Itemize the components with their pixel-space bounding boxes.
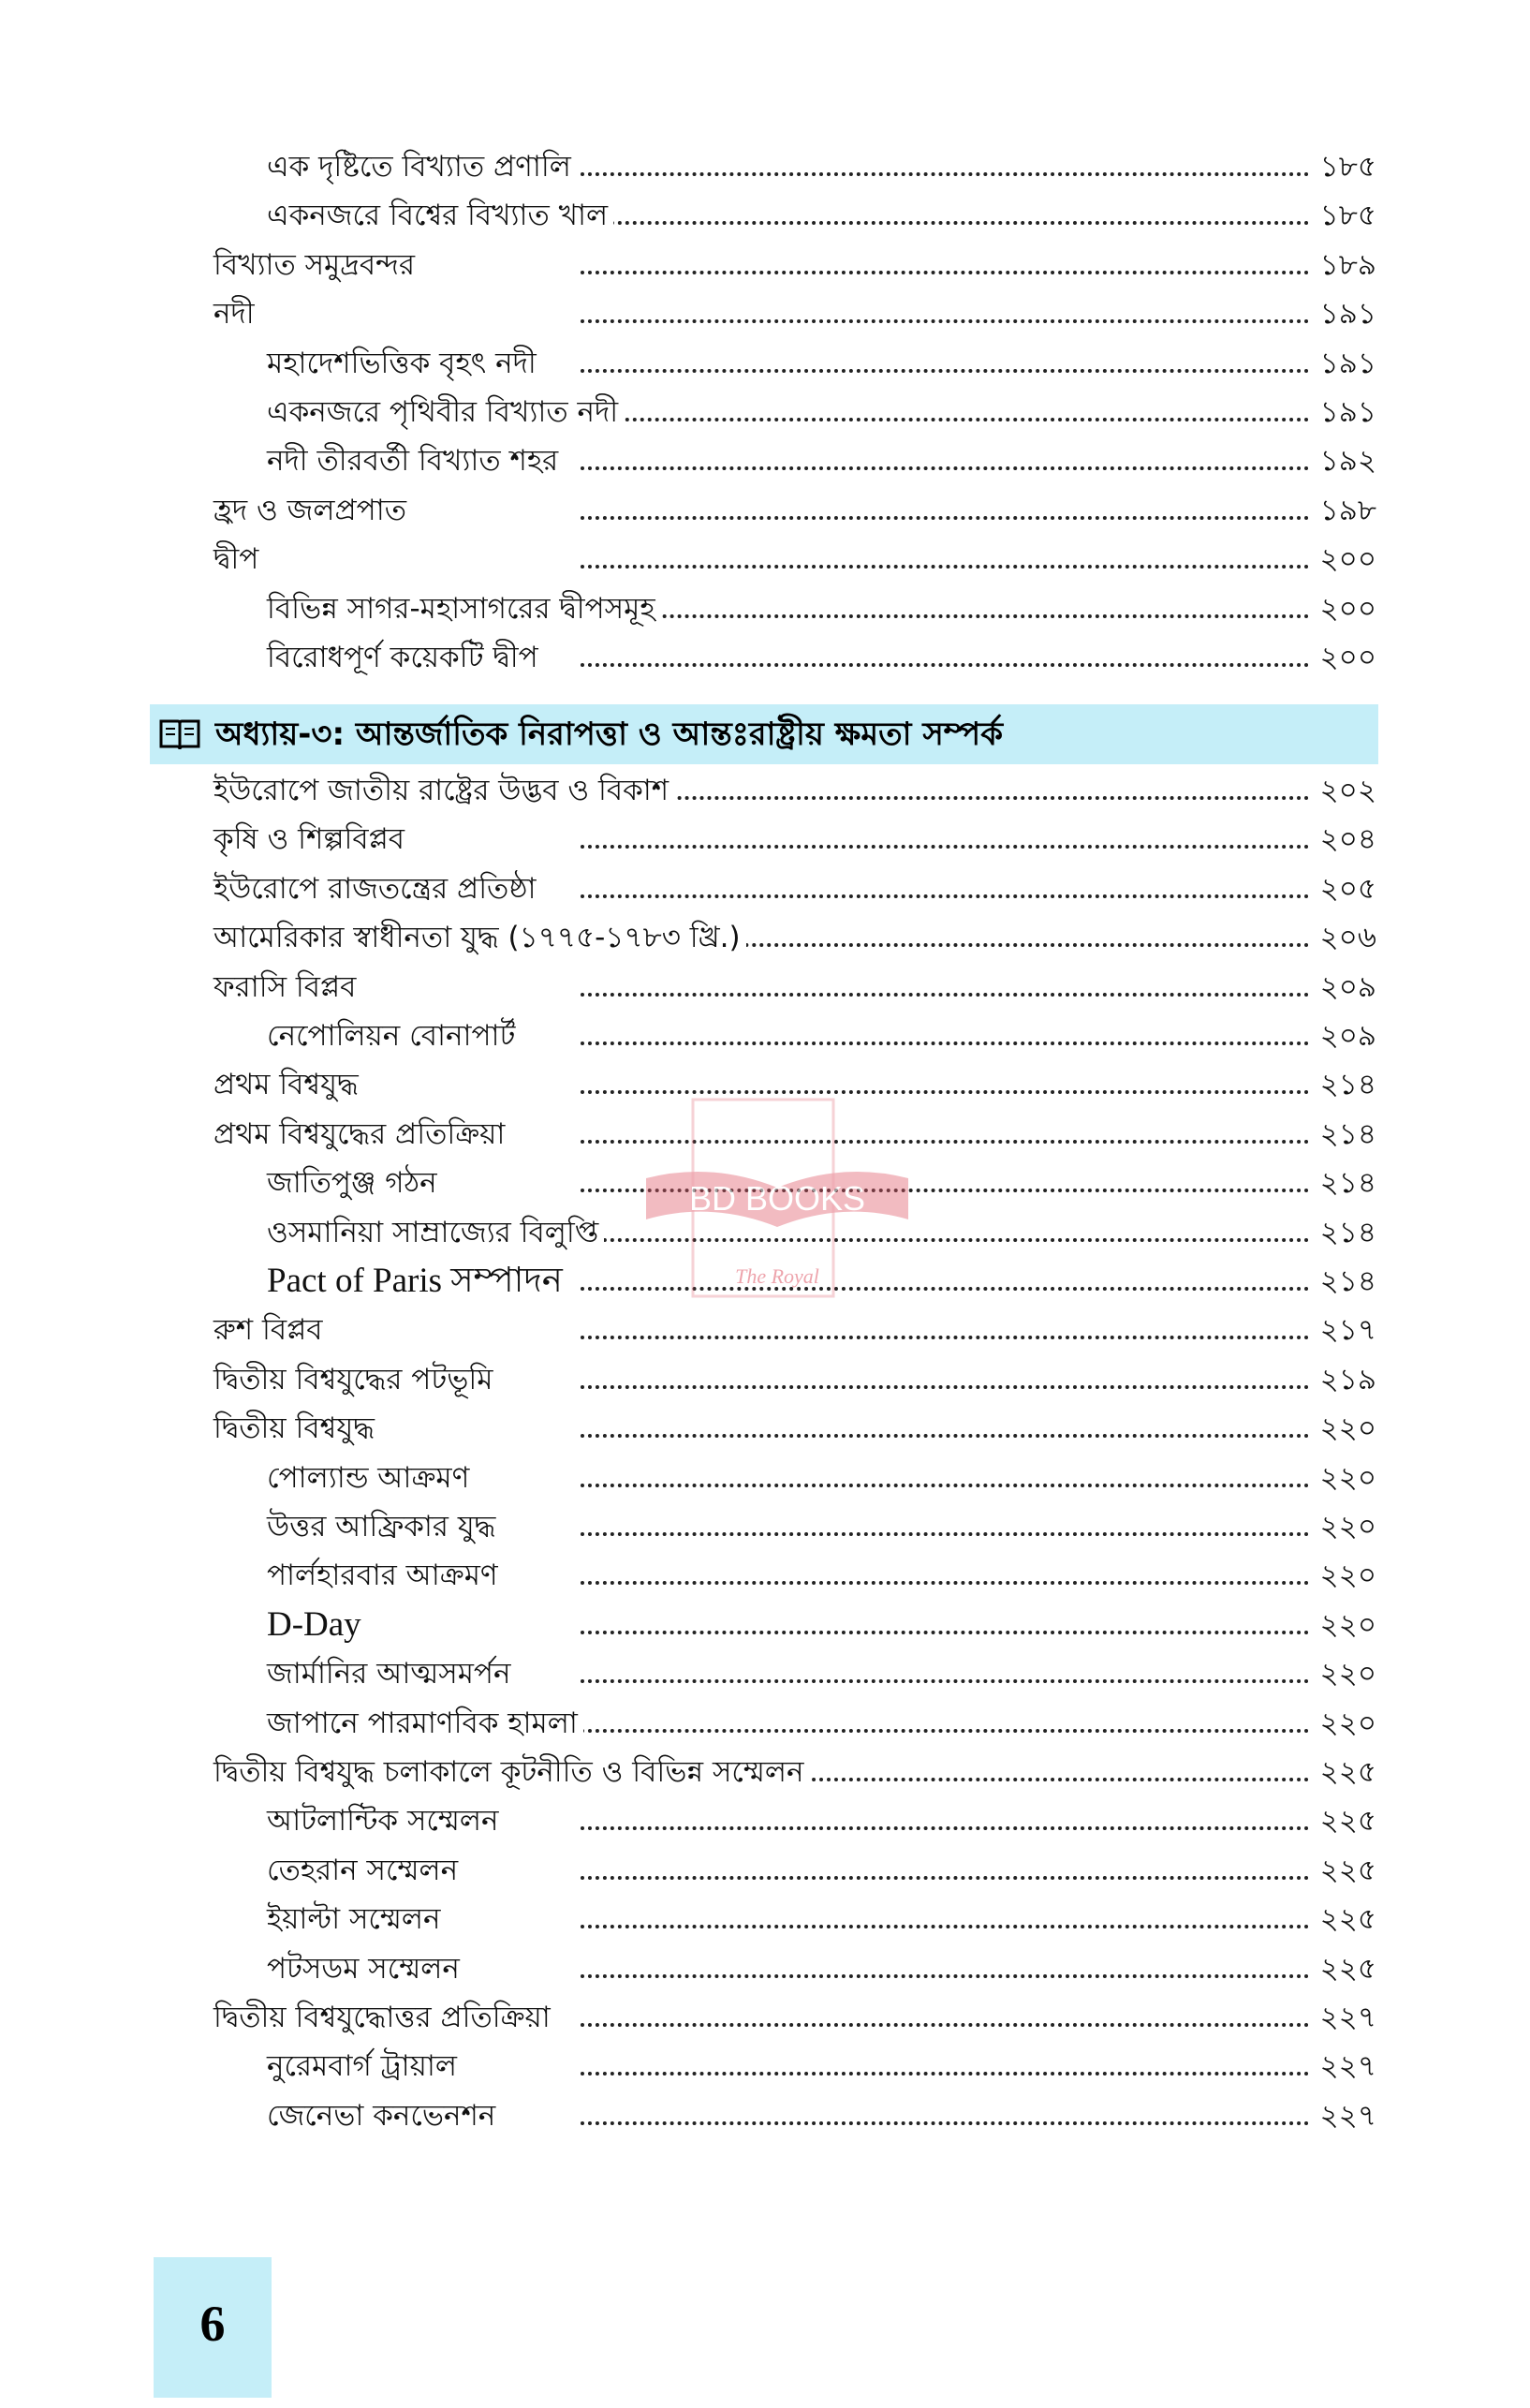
toc-subentry-title: জাতিপুঞ্জ গঠন [267, 1159, 443, 1207]
toc-entry-title: প্রথম বিশ্বযুদ্ধের প্রতিক্রিয়া [213, 1110, 510, 1159]
toc-entry [0, 2091, 1530, 2140]
toc-page-number: ২২৫ [1319, 1853, 1376, 1887]
toc-subentry-title: পার্লহারবার আক্রমণ [267, 1551, 504, 1600]
toc-page-number: ২০০ [1319, 641, 1376, 674]
dot-leader [581, 319, 1309, 323]
toc-entry [0, 535, 1530, 584]
toc-page-number: ২২৫ [1319, 1755, 1376, 1789]
toc-entry [0, 241, 1530, 289]
toc-entry [0, 1551, 1530, 1600]
dot-leader [581, 221, 1309, 225]
toc-page-number: ২২৫ [1319, 1804, 1376, 1839]
toc-entry [0, 2042, 1530, 2090]
toc-page-number: ২২০ [1319, 1460, 1376, 1495]
toc-entry [0, 1257, 1530, 1306]
toc-subentry-title: ইয়াল্টা সম্মেলন [267, 1895, 447, 1943]
toc-page-number: ২২৭ [1319, 2098, 1376, 2133]
dot-leader [581, 614, 1309, 618]
toc-subentry-title: বিরোধপূর্ণ কয়েকটি দ্বীপ [267, 633, 544, 682]
dot-leader [581, 271, 1309, 274]
toc-entry [0, 1454, 1530, 1502]
toc-entry-title: ফরাসি বিপ্লব [213, 963, 361, 1012]
toc-subentry-title: তেহরান সম্মেলন [267, 1846, 463, 1895]
toc-entry [0, 766, 1530, 815]
page-number: 6 [199, 2296, 226, 2352]
toc-subentry-title: নুরেমবার্গ ট্রায়াল [267, 2042, 463, 2090]
toc-entry [0, 1110, 1530, 1159]
dot-leader [581, 1729, 1309, 1733]
toc-page-number: ২২৫ [1319, 1902, 1376, 1937]
toc-subentry-title: একনজরে পৃথিবীর বিখ্যাত নদী [267, 388, 624, 436]
toc-entry [0, 1649, 1530, 1698]
toc-entry [0, 1159, 1530, 1207]
toc-page-number: ২২০ [1319, 1559, 1376, 1593]
toc-entry [0, 1601, 1530, 1649]
toc-page-number: ২১৪ [1319, 1264, 1376, 1298]
toc-subentry-title: মহাদেশভিত্তিক বৃহৎ নদী [267, 339, 542, 388]
toc-page-number: ২২৭ [1319, 2049, 1376, 2084]
dot-leader [581, 1484, 1309, 1487]
toc-entry-title: দ্বিতীয় বিশ্বযুদ্ধোত্তর প্রতিক্রিয়া [213, 1993, 556, 2042]
toc-entry [0, 1846, 1530, 1895]
dot-leader [581, 1581, 1309, 1585]
toc-entry-title: রুশ বিপ্লব [213, 1306, 329, 1354]
toc-entry [0, 913, 1530, 962]
dot-leader [581, 369, 1309, 373]
dot-leader [581, 1140, 1309, 1144]
svg-text:The Royal: The Royal [735, 1264, 819, 1288]
toc-entry [0, 963, 1530, 1012]
dot-leader [581, 1385, 1309, 1389]
toc-entry [0, 1699, 1530, 1748]
toc-page-number: ২০৫ [1319, 871, 1376, 906]
toc-entry [0, 191, 1530, 240]
toc-subentry-title: একনজরে বিশ্বের বিখ্যাত খাল [267, 191, 613, 240]
toc-entry [0, 1355, 1530, 1404]
toc-entry [0, 1796, 1530, 1845]
toc-subentry-title: পটসডম সম্মেলন [267, 1944, 465, 1993]
toc-subentry-title: Pact of Paris সম্পাদন [267, 1257, 568, 1306]
toc-entry [0, 289, 1530, 338]
toc-entry [0, 1895, 1530, 1943]
dot-leader [581, 894, 1309, 898]
toc-entry [0, 584, 1530, 633]
dot-leader [581, 1336, 1309, 1339]
toc-entry-title: ইউরোপে জাতীয় রাষ্ট্রের উদ্ভব ও বিকাশ [213, 766, 674, 815]
toc-entry-title: প্রথম বিশ্বযুদ্ধ [213, 1060, 364, 1109]
toc-page-number: ২০৯ [1319, 1019, 1376, 1053]
toc-page-number: ২১৯ [1319, 1362, 1376, 1396]
chapter-title: অধ্যায়-৩: আন্তর্জাতিক নিরাপত্তা ও আন্তঃরাষ্ট্রীয় ক্ষমতা সম্পর্ক [215, 716, 1003, 753]
toc-page-number: ১৯১ [1319, 297, 1376, 332]
toc-entry [0, 1502, 1530, 1551]
toc-entry-title: ইউরোপে রাজতন্ত্রের প্রতিষ্ঠা [213, 864, 542, 913]
toc-entry-title: দ্বীপ [213, 535, 264, 584]
toc-page-number: ২২০ [1319, 1706, 1376, 1740]
toc-subentry-title: নেপোলিয়ন বোনাপার্ট [267, 1012, 521, 1060]
toc-subentry-title: বিভিন্ন সাগর-মহাসাগরের দ্বীপসমূহ [267, 584, 661, 633]
toc-entry [0, 815, 1530, 864]
dot-leader [581, 1434, 1309, 1438]
dot-leader [581, 1532, 1309, 1536]
toc-page-number: ২০৯ [1319, 969, 1376, 1004]
toc-page-number: ২০৬ [1319, 921, 1376, 955]
toc-entry [0, 1012, 1530, 1060]
dot-leader [581, 2072, 1309, 2076]
toc-entry [0, 1748, 1530, 1796]
toc-entry [0, 1944, 1530, 1993]
toc-entry [0, 633, 1530, 682]
dot-leader [581, 993, 1309, 997]
svg-text:BD BOOKS: BD BOOKS [688, 1179, 866, 1218]
toc-page-number: ১৮৫ [1319, 150, 1376, 184]
toc-page-number: ২২০ [1319, 1411, 1376, 1446]
dot-leader [581, 1287, 1309, 1291]
toc-page-number: ২২০ [1319, 1607, 1376, 1642]
toc-page-number: ১৮৫ [1319, 199, 1376, 233]
dot-leader [581, 466, 1309, 470]
dot-leader [581, 663, 1309, 667]
toc-subentry-title: জাপানে পারমাণবিক হামলা [267, 1699, 583, 1748]
toc-entry-title: দ্বিতীয় বিশ্বযুদ্ধ [213, 1404, 380, 1453]
toc-entry [0, 1306, 1530, 1354]
toc-entry-title: কৃষি ও শিল্পবিপ্লব [213, 815, 410, 864]
page-number-box [154, 2257, 272, 2398]
dot-leader [581, 1925, 1309, 1928]
toc-page-number: ২১৪ [1319, 1116, 1376, 1151]
dot-leader [581, 1826, 1309, 1830]
toc-page-number: ২২০ [1319, 1510, 1376, 1544]
toc-entry [0, 1993, 1530, 2042]
toc-entry [0, 486, 1530, 535]
dot-leader [581, 565, 1309, 569]
toc-page-number: ২১৪ [1319, 1068, 1376, 1102]
chapter-heading [150, 704, 1378, 764]
dot-leader [581, 2121, 1309, 2125]
toc-entry [0, 436, 1530, 485]
toc-page-number: ২২৫ [1319, 1951, 1376, 1986]
toc-subentry-title: ওসমানিয়া সাম্রাজ্যের বিলুপ্তি [267, 1208, 604, 1257]
dot-leader [581, 2023, 1309, 2027]
dot-leader [581, 796, 1309, 800]
toc-page-number: ১৯১ [1319, 346, 1376, 380]
toc-page-number: ২০০ [1319, 542, 1376, 577]
toc-subentry-title: জার্মানির আত্মসমর্পন [267, 1649, 516, 1698]
toc-subentry-title: জেনেভা কনভেনশন [267, 2091, 501, 2140]
toc-entry [0, 1404, 1530, 1453]
toc-page-number: ২২০ [1319, 1657, 1376, 1692]
toc-page-number: ১৯২ [1319, 444, 1376, 479]
toc-entry [0, 1060, 1530, 1109]
toc-entry [0, 864, 1530, 913]
toc-entry-title: আমেরিকার স্বাধীনতা যুদ্ধ (১৭৭৫-১৭৮৩ খ্রি.) [213, 913, 746, 962]
toc-subentry-title: আটলান্টিক সম্মেলন [267, 1796, 505, 1845]
dot-leader [581, 418, 1309, 421]
toc-page-number: ১৮৯ [1319, 247, 1376, 282]
toc-entry-title: নদী [213, 289, 260, 338]
toc-page-number: ২১৪ [1319, 1166, 1376, 1201]
toc-subentry-title: পোল্যান্ড আক্রমণ [267, 1454, 475, 1502]
toc-subentry-title: D-Day [267, 1601, 367, 1649]
toc-page-number: ২০০ [1319, 591, 1376, 626]
dot-leader [581, 1876, 1309, 1880]
toc-subentry-title: উত্তর আফ্রিকার যুদ্ধ [267, 1502, 501, 1551]
dot-leader [581, 1041, 1309, 1045]
toc-page-number: ২০২ [1319, 774, 1376, 807]
toc-page-number: ১৯৮ [1319, 493, 1376, 527]
dot-leader [581, 1974, 1309, 1978]
toc-page-number: ১৯১ [1319, 395, 1376, 429]
toc-entry [0, 1208, 1530, 1257]
toc-page-number: ২০৪ [1319, 822, 1376, 857]
toc-page-number: ২১৪ [1319, 1215, 1376, 1249]
toc-entry-title: দ্বিতীয় বিশ্বযুদ্ধের পটভূমি [213, 1355, 498, 1404]
toc-entry [0, 388, 1530, 436]
toc-entry [0, 339, 1530, 388]
dot-leader [581, 1631, 1309, 1634]
toc-entry [0, 142, 1530, 191]
toc-entry-title: দ্বিতীয় বিশ্বযুদ্ধ চলাকালে কূটনীতি ও বিভিন্ন সম্মেলন [213, 1748, 810, 1796]
dot-leader [581, 1679, 1309, 1683]
toc-entry-title: হ্রদ ও জলপ্রপাত [213, 486, 412, 535]
dot-leader [581, 516, 1309, 520]
toc-page-number: ২১৭ [1319, 1313, 1376, 1348]
toc-entry-title: বিখ্যাত সমুদ্রবন্দর [213, 241, 420, 289]
toc-subentry-title: নদী তীরবর্তী বিখ্যাত শহর [267, 436, 564, 485]
dot-leader [581, 1189, 1309, 1192]
toc-page-number: ২২৭ [1319, 2001, 1376, 2034]
dot-leader [581, 845, 1309, 849]
toc-subentry-title: এক দৃষ্টিতে বিখ্যাত প্রণালি [267, 142, 577, 191]
dot-leader [581, 1238, 1309, 1242]
dot-leader [581, 172, 1309, 176]
dot-leader [581, 1090, 1309, 1094]
open-book-icon [159, 717, 200, 751]
